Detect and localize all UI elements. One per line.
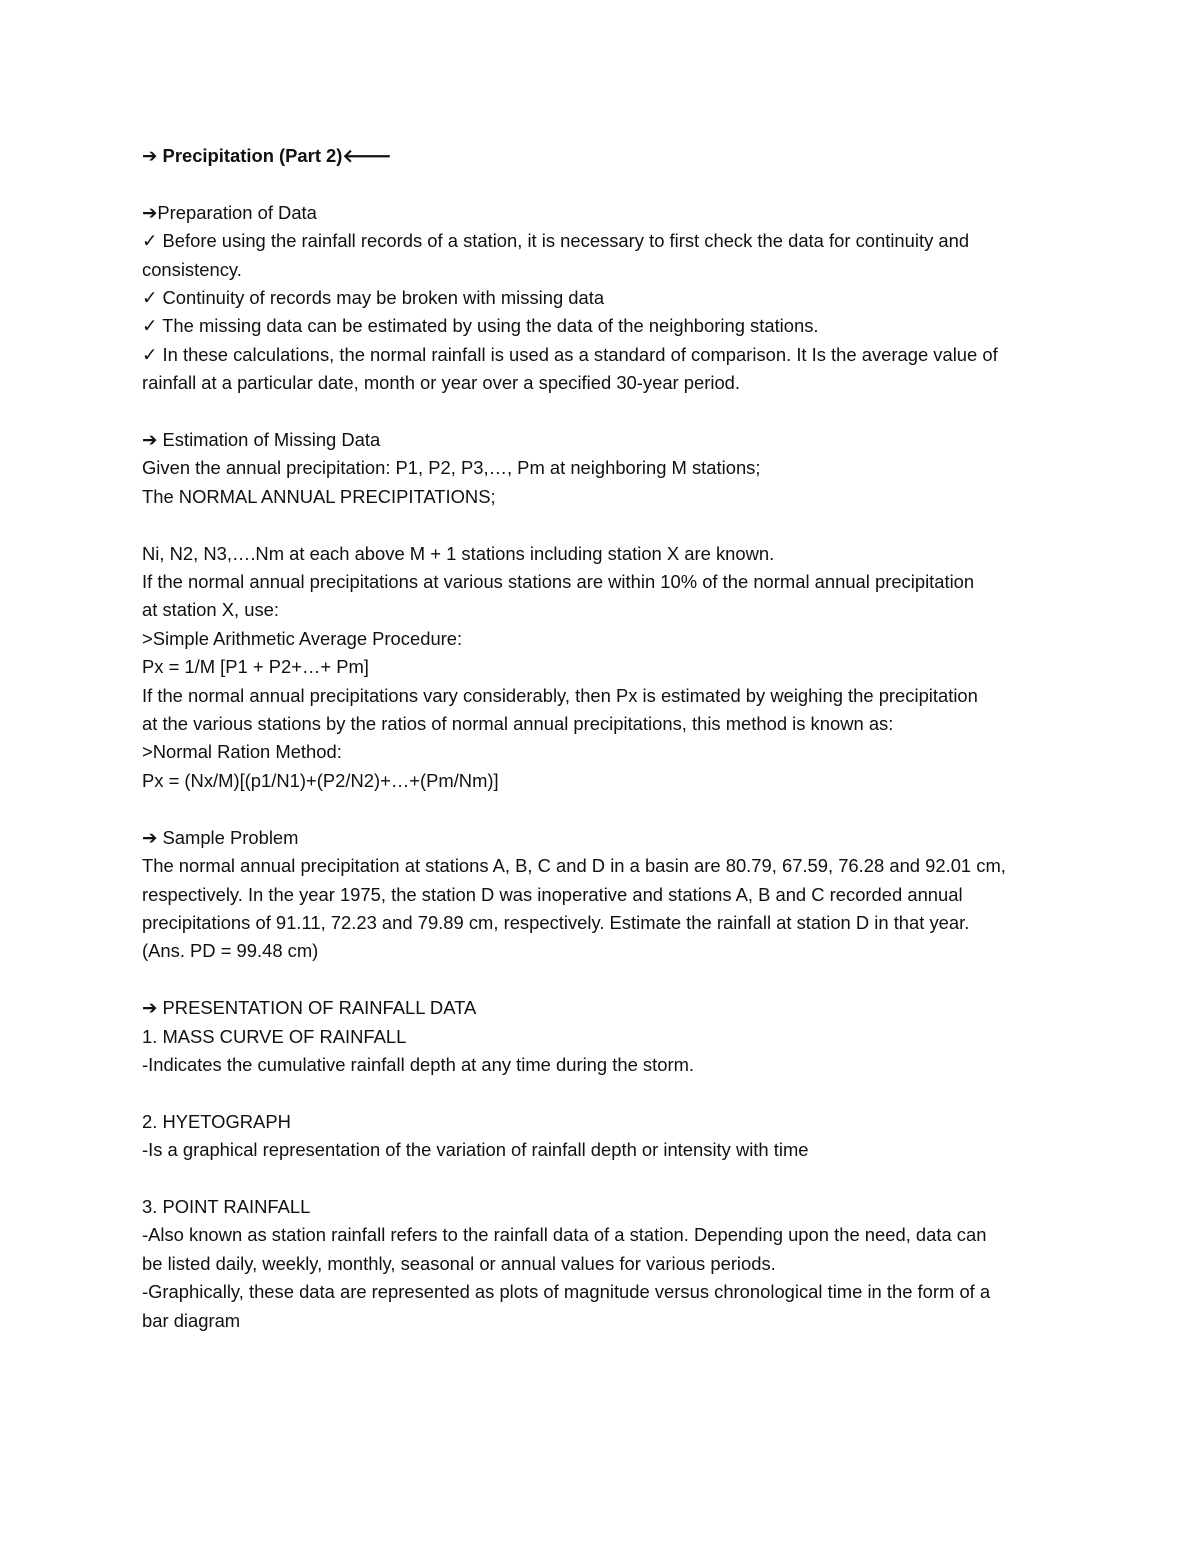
section-heading-estimation: ➔ Estimation of Missing Data <box>142 429 381 451</box>
method-heading-simple-average: >Simple Arithmetic Average Procedure: <box>142 627 463 649</box>
paragraph-line: ✓ Before using the rainfall records of a station, it is necessary to first check the data for continuity and <box>142 230 970 252</box>
sample-answer: (Ans. PD = 99.48 cm) <box>142 940 319 962</box>
paragraph-line: rainfall at a particular date, month or year over a specified 30-year period. <box>142 372 741 394</box>
spacer <box>142 1079 1062 1107</box>
spacer <box>142 795 1062 823</box>
formula-normal-ratio: Px = (Nx/M)[(p1/N1)+(P2/N2)+…+(Pm/Nm)] <box>142 769 499 791</box>
spacer <box>142 398 1062 426</box>
paragraph-line: be listed daily, weekly, monthly, seasonal or annual values for various periods. <box>142 1252 776 1274</box>
spacer <box>142 511 1062 539</box>
paragraph-line: -Is a graphical representation of the variation of rainfall depth or intensity with time <box>142 1139 809 1161</box>
section-heading-preparation: ➔Preparation of Data <box>142 201 317 223</box>
paragraph-line: The normal annual precipitation at stations A, B, C and D in a basin are 80.79, 67.59, 76.28 and 92.01 cm, <box>142 855 1006 877</box>
paragraph-line: consistency. <box>142 258 242 280</box>
section-heading-presentation: ➔ PRESENTATION OF RAINFALL DATA <box>142 997 477 1019</box>
paragraph-line: respectively. In the year 1975, the station D was inoperative and stations A, B and C recorded annual <box>142 883 963 905</box>
section-heading-sample-problem: ➔ Sample Problem <box>142 826 299 848</box>
arrow-left-icon: 🡐 <box>342 145 392 166</box>
document-body <box>142 142 1062 1335</box>
paragraph-line: Given the annual precipitation: P1, P2, P3,…, Pm at neighboring M stations; <box>142 457 761 479</box>
method-heading-normal-ratio: >Normal Ration Method: <box>142 741 342 763</box>
paragraph-line: Ni, N2, N3,….Nm at each above M + 1 stations including station X are known. <box>142 542 775 564</box>
paragraph-line: ✓ The missing data can be estimated by using the data of the neighboring stations. <box>142 315 819 337</box>
list-item-title: 3. POINT RAINFALL <box>142 1195 311 1217</box>
document-title <box>142 142 1062 170</box>
paragraph-line: precipitations of 91.11, 72.23 and 79.89 cm, respectively. Estimate the rainfall at station D in that year. <box>142 911 970 933</box>
paragraph-line: If the normal annual precipitations at various stations are within 10% of the normal annual precipitation <box>142 571 975 593</box>
paragraph-line: -Graphically, these data are represented as plots of magnitude versus chronological time in the form of a <box>142 1281 991 1303</box>
paragraph-line: -Indicates the cumulative rainfall depth at any time during the storm. <box>142 1053 694 1075</box>
spacer <box>142 966 1062 994</box>
spacer <box>142 170 1062 198</box>
paragraph-line: at the various stations by the ratios of normal annual precipitations, this method is known as: <box>142 713 894 735</box>
paragraph-line: ✓ In these calculations, the normal rainfall is used as a standard of comparison. It Is the average value of <box>142 343 998 365</box>
list-item-title: 2. HYETOGRAPH <box>142 1110 291 1132</box>
spacer <box>142 1165 1062 1193</box>
arrow-right-icon: ➔ <box>142 145 158 166</box>
paragraph-line: ✓ Continuity of records may be broken with missing data <box>142 287 605 309</box>
formula-simple-average: Px = 1/M [P1 + P2+…+ Pm] <box>142 656 369 678</box>
paragraph-line: bar diagram <box>142 1309 241 1331</box>
paragraph-line: -Also known as station rainfall refers to the rainfall data of a station. Depending upon the need, data can <box>142 1224 987 1246</box>
paragraph-line: If the normal annual precipitations vary considerably, then Px is estimated by weighing the precipitation <box>142 684 978 706</box>
paragraph-line: at station X, use: <box>142 599 279 621</box>
paragraph-line: The NORMAL ANNUAL PRECIPITATIONS; <box>142 485 496 507</box>
list-item-title: 1. MASS CURVE OF RAINFALL <box>142 1025 407 1047</box>
title-text: Precipitation (Part 2) <box>162 145 343 166</box>
